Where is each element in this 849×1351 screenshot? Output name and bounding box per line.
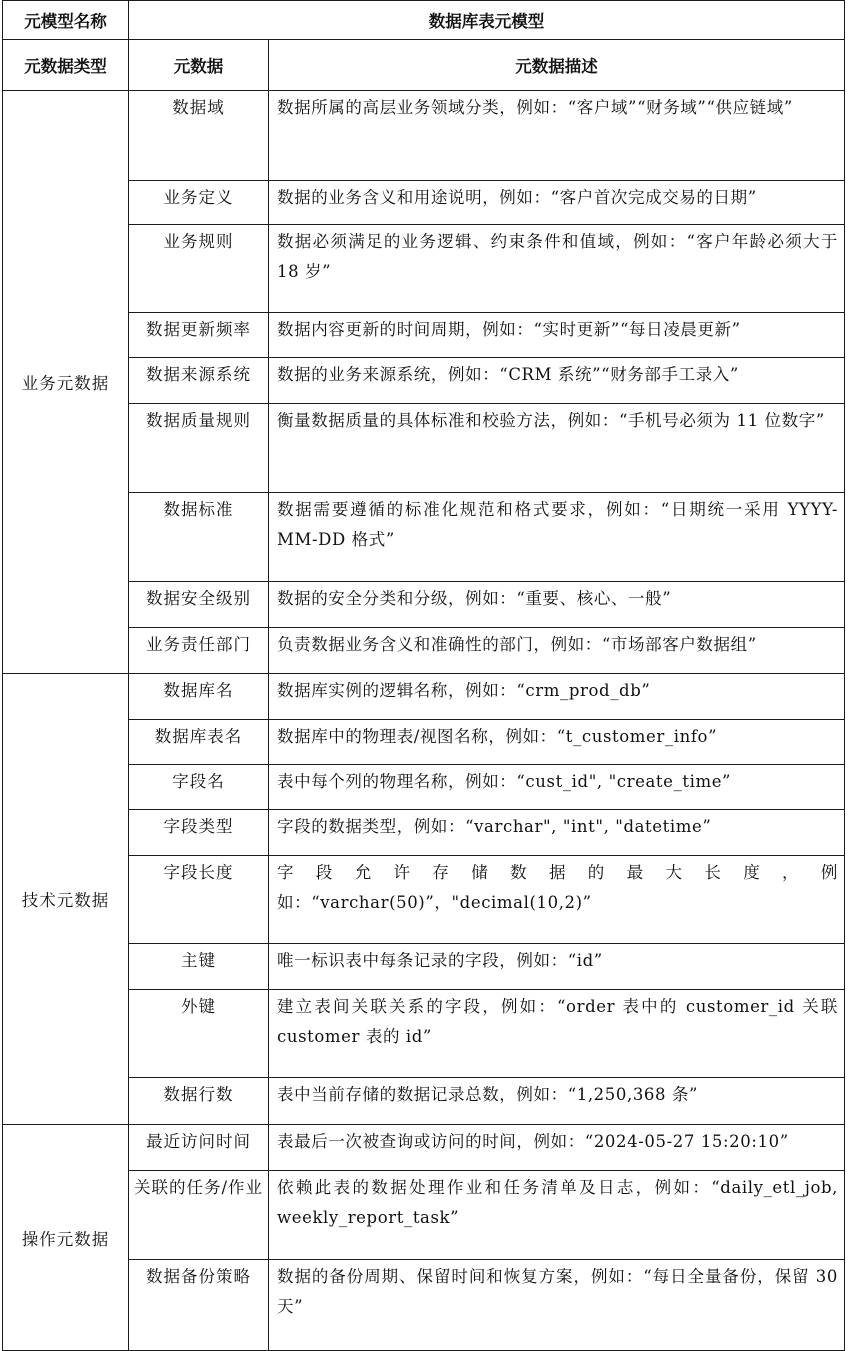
metadata-description: 数据需要遵循的标准化规范和格式要求，例如：“日期统一采用 YYYY-MM-DD 格式” — [277, 500, 838, 549]
metadata-name: 字段类型 — [163, 817, 234, 836]
metadata-name-cell — [129, 1260, 269, 1351]
category-cell: 业务元数据 — [3, 91, 129, 674]
table-row — [3, 1260, 845, 1351]
table-row — [3, 313, 845, 358]
metadata-name: 数据标准 — [163, 500, 234, 519]
metadata-name-cell — [129, 810, 269, 856]
metadata-description: 数据的备份周期、保留时间和恢复方案，例如：“每日全量备份，保留 30 天” — [277, 1267, 838, 1316]
metadata-description: 数据库实例的逻辑名称，例如：“crm_prod_db” — [277, 681, 651, 700]
metadata-description: 数据必须满足的业务逻辑、约束条件和值域，例如：“客户年龄必须大于 18 岁” — [277, 232, 838, 281]
metadata-name: 数据备份策略 — [146, 1267, 251, 1286]
metadata-name-cell — [129, 674, 269, 720]
metadata-description: 依赖此表的数据处理作业和任务清单及日志，例如：“daily_etl_job, weekly_report_task” — [277, 1178, 838, 1227]
metadata-description: 表最后一次被查询或访问的时间，例如：“2024-05-27 15:20:10” — [277, 1132, 789, 1151]
metadata-name-cell — [129, 313, 269, 358]
metadata-description-cell — [269, 944, 845, 990]
header-row-1 — [3, 1, 845, 40]
metadata-name-cell — [129, 358, 269, 404]
metadata-description-cell — [269, 990, 845, 1078]
metadata-description-cell — [269, 181, 845, 225]
metadata-description-cell — [269, 225, 845, 313]
table-row — [3, 1078, 845, 1125]
metadata-name: 数据域 — [172, 98, 225, 117]
table-title: 数据库表元模型 — [129, 1, 845, 40]
metadata-description: 数据的业务来源系统，例如：“CRM 系统”“财务部手工录入” — [277, 365, 739, 384]
metadata-name: 业务定义 — [163, 188, 234, 207]
metadata-name: 数据安全级别 — [146, 589, 251, 608]
header-meta-label: 元数据 — [129, 40, 269, 91]
table-row — [3, 856, 845, 944]
metadata-name-cell — [129, 628, 269, 674]
metadata-description-cell — [269, 628, 845, 674]
metadata-description-cell — [269, 856, 845, 944]
metadata-description: 数据的安全分类和分级，例如：“重要、核心、一般” — [277, 589, 672, 608]
table-row — [3, 765, 845, 810]
metadata-description-cell — [269, 810, 845, 856]
table-row — [3, 674, 845, 720]
metadata-name: 主键 — [181, 951, 216, 970]
metadata-description-cell — [269, 313, 845, 358]
category-cell: 操作元数据 — [3, 1125, 129, 1351]
metadata-description-cell — [269, 358, 845, 404]
metadata-description-cell — [269, 91, 845, 181]
metadata-name: 关联的任务/作业 — [133, 1178, 264, 1197]
table-row — [3, 810, 845, 856]
metadata-description: 建立表间关联关系的字段，例如：“order 表中的 customer_id 关联 customer 表的 id” — [277, 997, 838, 1046]
metadata-description-cell — [269, 404, 845, 493]
metadata-description-cell — [269, 720, 845, 765]
metadata-name-cell — [129, 404, 269, 493]
metadata-name-cell — [129, 582, 269, 628]
metadata-description: 表中每个列的物理名称，例如：“cust_id", "create_time” — [277, 772, 732, 791]
metadata-description-cell — [269, 765, 845, 810]
header-model-name-label: 元模型名称 — [3, 1, 129, 40]
metadata-description: 数据所属的高层业务领域分类，例如：“客户域”“财务域”“供应链域” — [277, 98, 793, 117]
metadata-description-cell — [269, 1125, 845, 1171]
table-row — [3, 404, 845, 493]
metadata-name-cell — [129, 765, 269, 810]
header-desc-label: 元数据描述 — [269, 40, 845, 91]
metadata-description-cell — [269, 674, 845, 720]
metadata-description: 表中当前存储的数据记录总数，例如：“1,250,368 条” — [277, 1085, 699, 1104]
table-row — [3, 1125, 845, 1171]
table-row — [3, 358, 845, 404]
metadata-name: 数据更新频率 — [146, 320, 251, 339]
table-row — [3, 628, 845, 674]
header-type-label: 元数据类型 — [3, 40, 129, 91]
metadata-name-cell — [129, 720, 269, 765]
metadata-description: 负责数据业务含义和准确性的部门，例如：“市场部客户数据组” — [277, 635, 757, 654]
metadata-name-cell — [129, 990, 269, 1078]
metadata-name-cell — [129, 181, 269, 225]
metadata-name: 业务责任部门 — [146, 635, 251, 654]
metadata-description: 字段允许存储数据的最大长度，例如：“varchar(50)”，"decimal(10,2)” — [277, 863, 838, 912]
table-row — [3, 1171, 845, 1260]
metadata-description-cell — [269, 1171, 845, 1260]
metadata-name: 业务规则 — [163, 232, 234, 251]
metadata-name-cell — [129, 856, 269, 944]
metadata-name-cell — [129, 1171, 269, 1260]
metadata-name: 数据库表名 — [154, 727, 243, 746]
metadata-description: 数据的业务含义和用途说明，例如：“客户首次完成交易的日期” — [277, 188, 757, 207]
metadata-name-cell — [129, 1125, 269, 1171]
table-row — [3, 944, 845, 990]
metadata-description-cell — [269, 582, 845, 628]
metadata-name: 数据行数 — [163, 1085, 234, 1104]
metadata-name: 字段名 — [172, 772, 225, 791]
table-row — [3, 493, 845, 582]
metadata-name: 字段长度 — [163, 863, 234, 882]
metadata-name-cell — [129, 91, 269, 181]
metadata-description: 字段的数据类型，例如：“varchar", "int", "datetime” — [277, 817, 712, 836]
metadata-name: 最近访问时间 — [146, 1132, 251, 1151]
metadata-description: 数据内容更新的时间周期，例如：“实时更新”“每日凌晨更新” — [277, 320, 741, 339]
header-row-2 — [3, 40, 845, 91]
metadata-name: 数据库名 — [163, 681, 234, 700]
metadata-model-table — [2, 0, 845, 1351]
table-row — [3, 181, 845, 225]
metadata-description-cell — [269, 1260, 845, 1351]
metadata-name: 外键 — [181, 997, 216, 1016]
metadata-name-cell — [129, 225, 269, 313]
metadata-name: 数据来源系统 — [146, 365, 251, 384]
metadata-name-cell — [129, 944, 269, 990]
table-row — [3, 990, 845, 1078]
category-cell: 技术元数据 — [3, 674, 129, 1125]
metadata-description: 唯一标识表中每条记录的字段，例如：“id” — [277, 951, 603, 970]
metadata-description-cell — [269, 1078, 845, 1125]
table-row — [3, 91, 845, 181]
metadata-description: 数据库中的物理表/视图名称，例如：“t_customer_info” — [277, 727, 718, 746]
table-row — [3, 225, 845, 313]
table-row — [3, 720, 845, 765]
table-row — [3, 582, 845, 628]
metadata-description-cell — [269, 493, 845, 582]
metadata-description: 衡量数据质量的具体标准和校验方法，例如：“手机号必须为 11 位数字” — [277, 411, 825, 430]
metadata-name-cell — [129, 493, 269, 582]
metadata-name-cell — [129, 1078, 269, 1125]
metadata-name: 数据质量规则 — [146, 411, 251, 430]
